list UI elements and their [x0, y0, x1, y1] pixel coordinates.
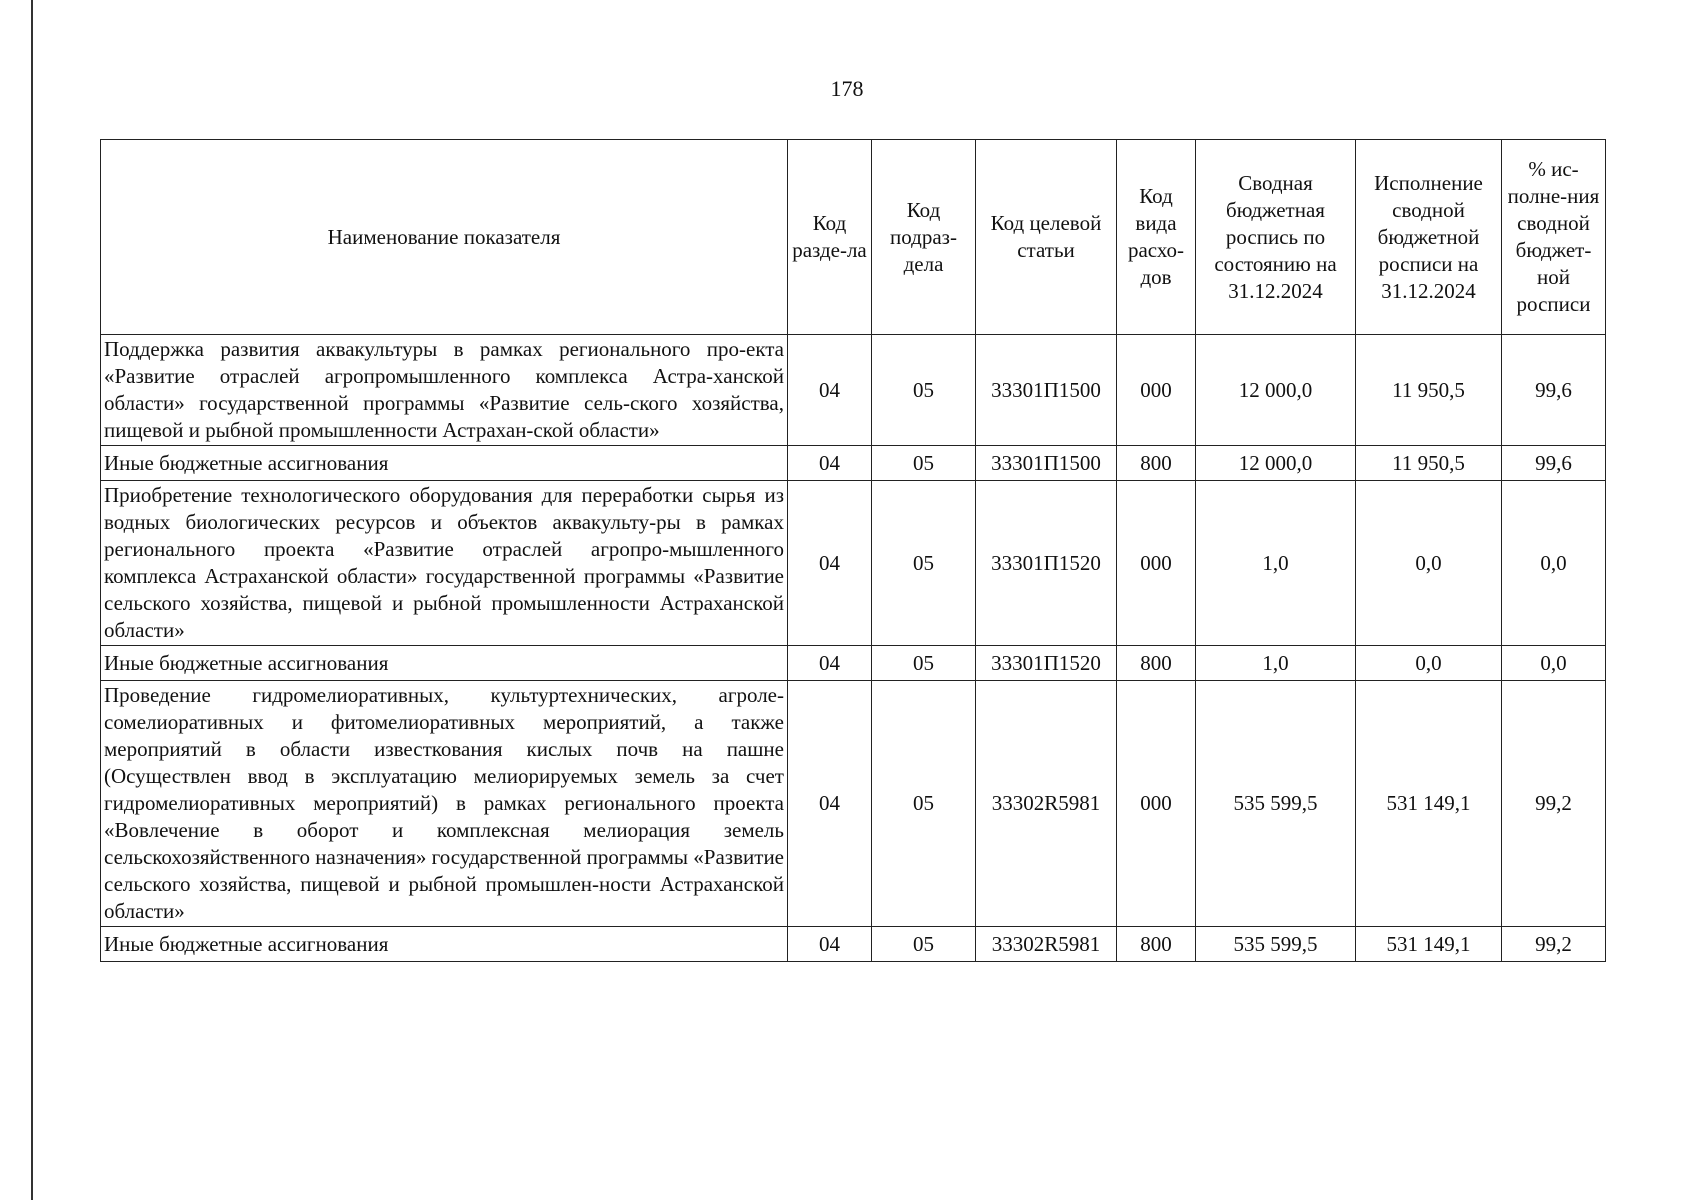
row-subsection: 05	[872, 646, 976, 681]
row-section: 04	[788, 646, 872, 681]
row-expense-type: 000	[1117, 481, 1196, 646]
row-percent: 0,0	[1502, 646, 1606, 681]
row-budget: 1,0	[1196, 646, 1356, 681]
row-expense-type: 800	[1117, 927, 1196, 962]
header-percent: % ис-полне-ния сводной бюджет-ной росписи	[1502, 140, 1606, 335]
table-row	[101, 335, 1606, 446]
header-target-code: Код целевой статьи	[976, 140, 1117, 335]
row-subsection: 05	[872, 681, 976, 927]
header-section-code: Код разде-ла	[788, 140, 872, 335]
row-section: 04	[788, 446, 872, 481]
table-row	[101, 646, 1606, 681]
row-section: 04	[788, 481, 872, 646]
header-row	[101, 140, 1606, 335]
row-percent: 99,2	[1502, 927, 1606, 962]
row-target: 33302R5981	[976, 681, 1117, 927]
row-percent: 99,2	[1502, 681, 1606, 927]
row-percent: 99,6	[1502, 335, 1606, 446]
row-expense-type: 000	[1117, 335, 1196, 446]
header-subsection-code: Код подраз-дела	[872, 140, 976, 335]
row-budget: 12 000,0	[1196, 446, 1356, 481]
row-budget: 535 599,5	[1196, 927, 1356, 962]
header-expense-type-code: Код вида расхо-дов	[1117, 140, 1196, 335]
row-budget: 1,0	[1196, 481, 1356, 646]
header-execution: Исполнение сводной бюджетной росписи на 31.12.2024	[1356, 140, 1502, 335]
row-target: 33301П1500	[976, 335, 1117, 446]
row-execution: 11 950,5	[1356, 446, 1502, 481]
budget-execution-table	[100, 139, 1606, 962]
row-subsection: 05	[872, 927, 976, 962]
row-target: 33301П1520	[976, 646, 1117, 681]
row-execution: 531 149,1	[1356, 681, 1502, 927]
row-budget: 535 599,5	[1196, 681, 1356, 927]
row-name: Иные бюджетные ассигнования	[101, 646, 788, 681]
row-section: 04	[788, 927, 872, 962]
row-expense-type: 800	[1117, 646, 1196, 681]
row-execution: 11 950,5	[1356, 335, 1502, 446]
row-name: Иные бюджетные ассигнования	[101, 927, 788, 962]
table-row	[101, 481, 1606, 646]
page-number: 178	[830, 76, 864, 101]
row-name: Приобретение технологического оборудования для переработки сырья из водных биологических ресурсов и объектов аквакульту-ры в рамках регионального проекта «Развитие отраслей агропро-мышленного комплекса Астраханской области» государственной программы «Развитие сельского хозяйства, пищевой и рыбной промышленности Астраханской области»	[101, 481, 788, 646]
row-target: 33302R5981	[976, 927, 1117, 962]
binding-edge-line	[31, 0, 33, 1200]
row-percent: 99,6	[1502, 446, 1606, 481]
table-row	[101, 681, 1606, 927]
row-execution: 0,0	[1356, 481, 1502, 646]
row-subsection: 05	[872, 446, 976, 481]
row-name: Проведение гидромелиоративных, культуртехнических, агроле-сомелиоративных и фитомелиоративных мероприятий, а также мероприятий в области известкования кислых почв на пашне (Осуществлен ввод в эксплуатацию мелиорируемых земель за счет гидромелиоративных мероприятий) в рамках регионального проекта «Вовлечение в оборот и комплексная мелиорация земель сельскохозяйственного назначения» государственной программы «Развитие сельского хозяйства, пищевой и рыбной промышлен-ности Астраханской области»	[101, 681, 788, 927]
row-name: Поддержка развития аквакультуры в рамках регионального про-екта «Развитие отраслей агропромышленного комплекса Астра-ханской области» государственной программы «Развитие сель-ского хозяйства, пищевой и рыбной промышленности Астрахан-ской области»	[101, 335, 788, 446]
row-expense-type: 800	[1117, 446, 1196, 481]
row-target: 33301П1500	[976, 446, 1117, 481]
row-section: 04	[788, 335, 872, 446]
row-subsection: 05	[872, 335, 976, 446]
table-row	[101, 446, 1606, 481]
table-row	[101, 927, 1606, 962]
row-name: Иные бюджетные ассигнования	[101, 446, 788, 481]
row-budget: 12 000,0	[1196, 335, 1356, 446]
row-execution: 0,0	[1356, 646, 1502, 681]
header-budget: Сводная бюджетная роспись по состоянию на 31.12.2024	[1196, 140, 1356, 335]
row-expense-type: 000	[1117, 681, 1196, 927]
header-name: Наименование показателя	[101, 140, 788, 335]
row-subsection: 05	[872, 481, 976, 646]
row-execution: 531 149,1	[1356, 927, 1502, 962]
row-section: 04	[788, 681, 872, 927]
row-percent: 0,0	[1502, 481, 1606, 646]
row-target: 33301П1520	[976, 481, 1117, 646]
